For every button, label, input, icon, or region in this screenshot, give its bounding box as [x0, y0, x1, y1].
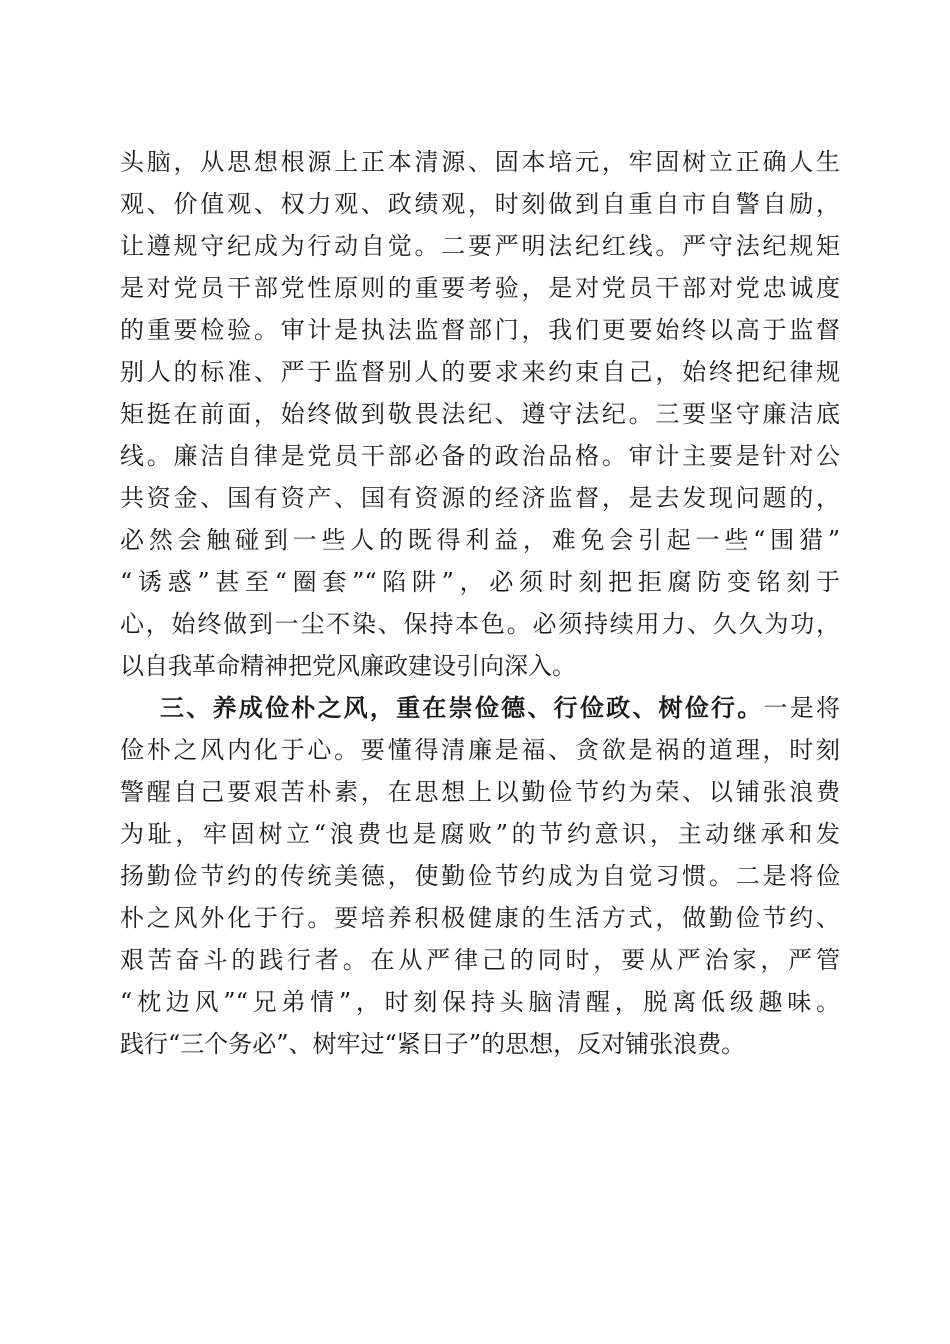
- text-line: “枕边风”“兄弟情”，时刻保持头脑清醒，脱离低级趣味。: [120, 988, 840, 1016]
- text-line: 必然会触碰到一些人的既得利益，难免会引起一些“围猎”: [120, 526, 840, 554]
- text-line: 共资金、国有资产、国有资源的经济监督，是去发现问题的，: [120, 484, 840, 512]
- text-line: “诱惑”甚至“圈套”“陷阱”，必须时刻把拒腐防变铭刻于: [120, 568, 840, 596]
- heading-continuation: 一是将: [763, 694, 840, 722]
- text-line: 朴之风外化于行。要培养积极健康的生活方式，做勤俭节约、: [120, 904, 840, 932]
- text-line: 线。廉洁自律是党员干部必备的政治品格。审计主要是针对公: [120, 442, 840, 470]
- text-line: 艰苦奋斗的践行者。在从严律己的同时，要从严治家，严管: [120, 946, 840, 974]
- text-line: 观、价值观、权力观、政绩观，时刻做到自重自市自警自励，: [120, 190, 840, 218]
- text-line: 别人的标准、严于监督别人的要求来约束自己，始终把纪律规: [120, 358, 840, 386]
- section-heading: 三、养成俭朴之风，重在崇俭德、行俭政、树俭行。: [160, 694, 764, 722]
- text-line: 让遵规守纪成为行动自觉。二要严明法纪红线。严守法纪规矩: [120, 232, 840, 260]
- text-line: 为耻，牢固树立“浪费也是腐败”的节约意识，主动继承和发: [120, 820, 840, 848]
- text-line: 践行“三个务必”、树牢过“紧日子”的思想，反对铺张浪费。: [120, 1030, 746, 1058]
- text-line: 头脑，从思想根源上正本清源、固本培元，牢固树立正确人生: [120, 148, 840, 176]
- text-line: 以自我革命精神把党风廉政建设引向深入。: [120, 652, 576, 680]
- text-line: 扬勤俭节约的传统美德，使勤俭节约成为自觉习惯。二是将俭: [120, 862, 840, 890]
- text-line: 警醒自己要艰苦朴素，在思想上以勤俭节约为荣、以铺张浪费: [120, 778, 840, 806]
- text-line: 矩挺在前面，始终做到敬畏法纪、遵守法纪。三要坚守廉洁底: [120, 400, 840, 428]
- text-line: 是对党员干部党性原则的重要考验，是对党员干部对党忠诚度: [120, 274, 840, 302]
- paragraph-1: [120, 141, 840, 687]
- text-line: 俭朴之风内化于心。要懂得清廉是福、贪欲是祸的道理，时刻: [120, 736, 840, 764]
- text-line: [120, 687, 840, 729]
- paragraph-2: [120, 687, 840, 1065]
- text-line: 心，始终做到一尘不染、保持本色。必须持续用力、久久为功，: [120, 610, 840, 638]
- text-line: 的重要检验。审计是执法监督部门，我们更要始终以高于监督: [120, 316, 840, 344]
- document-body: [120, 141, 840, 1065]
